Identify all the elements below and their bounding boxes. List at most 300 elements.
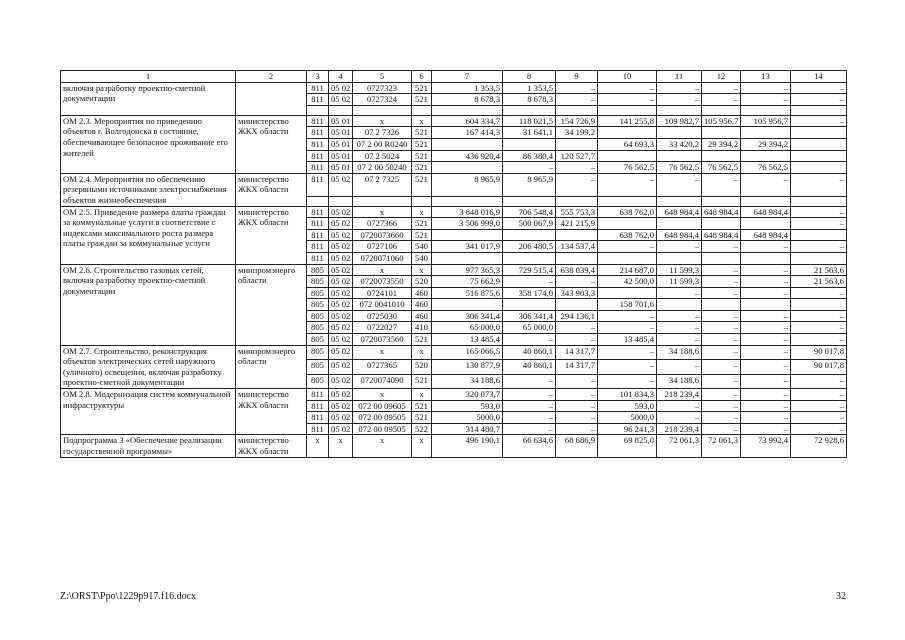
table-cell: –: [791, 322, 847, 334]
table-cell: [791, 150, 847, 162]
table-cell: –: [741, 360, 791, 374]
table-cell: 120 527,7: [556, 150, 598, 162]
table-cell: 0727366: [353, 218, 412, 230]
table-cell: [598, 252, 657, 264]
table-cell: –: [598, 310, 657, 322]
table-cell: [503, 252, 556, 264]
budget-table: [60, 70, 847, 458]
table-cell: 05 02: [329, 252, 353, 264]
table-cell: 521: [412, 150, 432, 162]
executor-name: минпромэнерго области: [236, 264, 307, 345]
table-cell: –: [791, 206, 847, 218]
table-cell: –: [702, 334, 741, 346]
table-cell: 05 02: [329, 229, 353, 241]
table-cell: –: [598, 173, 657, 196]
table-cell: 593,0: [432, 400, 503, 412]
table-cell: –: [556, 389, 598, 401]
table-cell: 5000,0: [432, 412, 503, 424]
empty-cell: [598, 196, 657, 206]
empty-cell: [353, 196, 412, 206]
table-cell: –: [702, 322, 741, 334]
column-header: 10: [598, 71, 657, 83]
table-cell: 805: [307, 299, 329, 311]
table-cell: [432, 138, 503, 150]
empty-cell: [329, 105, 353, 115]
table-cell: –: [791, 389, 847, 401]
table-cell: 86 380,4: [503, 150, 556, 162]
table-cell: –: [598, 241, 657, 253]
empty-cell: [503, 196, 556, 206]
table-cell: 306 341,4: [503, 310, 556, 322]
table-cell: –: [556, 173, 598, 196]
table-cell: 72 061,3: [702, 435, 741, 457]
table-cell: 13 485,4: [432, 334, 503, 346]
table-cell: [791, 229, 847, 241]
executor-name: минпромэнерго области: [236, 345, 307, 388]
table-cell: [702, 299, 741, 311]
table-cell: 0727323: [353, 82, 412, 94]
table-cell: –: [791, 334, 847, 346]
table-cell: [741, 252, 791, 264]
table-cell: –: [702, 241, 741, 253]
table-cell: –: [741, 412, 791, 424]
measure-description: Подпрограмма 3 «Обеспечение реализации государственной программы»: [61, 435, 236, 457]
table-cell: 811: [307, 138, 329, 150]
table-cell: х: [412, 435, 432, 457]
table-cell: 29 394,2: [702, 138, 741, 150]
table-cell: 0727324: [353, 94, 412, 106]
table-cell: 5000,0: [598, 412, 657, 424]
table-cell: 72 061,3: [657, 435, 702, 457]
table-cell: –: [791, 115, 847, 127]
table-cell: 05 02: [329, 412, 353, 424]
table-cell: 540: [412, 252, 432, 264]
table-cell: –: [503, 276, 556, 288]
table-cell: 64 693,3: [598, 138, 657, 150]
table-cell: 516 875,6: [432, 287, 503, 299]
table-cell: 154 726,9: [556, 115, 598, 127]
table-cell: –: [598, 94, 657, 106]
table-cell: –: [702, 400, 741, 412]
empty-cell: [791, 196, 847, 206]
empty-cell: [556, 196, 598, 206]
table-cell: 521: [412, 218, 432, 230]
table-cell: [598, 150, 657, 162]
table-cell: 521: [412, 334, 432, 346]
table-cell: х: [353, 264, 412, 276]
table-cell: 540: [412, 241, 432, 253]
table-cell: –: [791, 94, 847, 106]
table-cell: 604 334,7: [432, 115, 503, 127]
table-cell: 96 241,3: [598, 423, 657, 435]
table-cell: 05 02: [329, 218, 353, 230]
table-cell: 0720071060: [353, 252, 412, 264]
table-cell: [791, 252, 847, 264]
table-cell: 130 877,9: [432, 360, 503, 374]
table-cell: 521: [412, 173, 432, 196]
empty-cell: [432, 105, 503, 115]
table-cell: 40 860,1: [503, 360, 556, 374]
table-cell: 638 762,0: [598, 206, 657, 218]
table-cell: 76 562,5: [741, 162, 791, 174]
table-cell: 07 2 7325: [353, 173, 412, 196]
table-cell: 811: [307, 162, 329, 174]
table-cell: 0727365: [353, 360, 412, 374]
table-cell: 410: [412, 322, 432, 334]
column-header: 2: [236, 71, 307, 83]
table-cell: –: [657, 334, 702, 346]
measure-description: ОМ 2.5. Приведение размера платы граждан за коммунальные услуги в соответствие с индексами максимального роста размера платы граждан за коммунальные услуги: [61, 206, 236, 264]
table-cell: 05 02: [329, 374, 353, 388]
table-cell: –: [556, 374, 598, 388]
table-cell: [432, 299, 503, 311]
table-cell: 31 641,1: [503, 127, 556, 139]
table-cell: 320 073,7: [432, 389, 503, 401]
table-cell: –: [556, 334, 598, 346]
table-cell: 68 686,9: [556, 435, 598, 457]
table-cell: [702, 127, 741, 139]
table-cell: [657, 218, 702, 230]
table-cell: 134 537,4: [556, 241, 598, 253]
table-cell: –: [702, 276, 741, 288]
table-cell: [503, 229, 556, 241]
table-cell: 14 317,7: [556, 360, 598, 374]
table-cell: х: [412, 115, 432, 127]
empty-cell: [741, 196, 791, 206]
table-cell: –: [556, 82, 598, 94]
measure-description: ОМ 2.4. Мероприятия по обеспечению резервными источниками электроснабжения объектов жизнеобеспечения: [61, 173, 236, 206]
table-cell: 358 174,0: [503, 287, 556, 299]
table-cell: –: [791, 412, 847, 424]
table-cell: [556, 299, 598, 311]
table-cell: 521: [412, 127, 432, 139]
table-cell: 521: [412, 400, 432, 412]
executor-name: министерство ЖКХ области: [236, 173, 307, 206]
table-cell: [791, 162, 847, 174]
column-header: 7: [432, 71, 503, 83]
table-cell: 3 848 016,9: [432, 206, 503, 218]
table-cell: 072 0041010: [353, 299, 412, 311]
table-cell: 811: [307, 115, 329, 127]
executor-name: министерство ЖКХ области: [236, 389, 307, 435]
table-cell: 1 353,5: [432, 82, 503, 94]
table-cell: 811: [307, 173, 329, 196]
table-cell: х: [412, 345, 432, 359]
table-cell: –: [741, 94, 791, 106]
table-cell: 805: [307, 374, 329, 388]
table-cell: [556, 229, 598, 241]
empty-cell: [657, 196, 702, 206]
table-cell: [556, 252, 598, 264]
table-cell: 0727106: [353, 241, 412, 253]
table-body: [61, 82, 847, 457]
table-cell: –: [741, 400, 791, 412]
measure-description: ОМ 2.3. Мероприятия по приведению объектов г. Волгодонска в состояние, обеспечивающее безопасное проживание его жителей: [61, 115, 236, 173]
table-cell: –: [741, 345, 791, 359]
table-cell: 05 02: [329, 299, 353, 311]
table-cell: 593,0: [598, 400, 657, 412]
table-cell: 521: [412, 374, 432, 388]
table-cell: –: [556, 276, 598, 288]
table-cell: –: [791, 423, 847, 435]
table-cell: 706 548,4: [503, 206, 556, 218]
empty-cell: [412, 196, 432, 206]
table-cell: 76 562,5: [598, 162, 657, 174]
table-cell: –: [657, 310, 702, 322]
table-cell: 21 563,6: [791, 276, 847, 288]
table-cell: –: [556, 423, 598, 435]
empty-cell: [503, 105, 556, 115]
table-cell: 05 02: [329, 287, 353, 299]
table-cell: 118 021,5: [503, 115, 556, 127]
table-cell: [556, 138, 598, 150]
table-cell: 0725030: [353, 310, 412, 322]
table-cell: 07 2 00 R0240: [353, 138, 412, 150]
table-cell: –: [657, 360, 702, 374]
table-cell: 648 984,4: [657, 229, 702, 241]
table-cell: 496 190,1: [432, 435, 503, 457]
table-cell: –: [741, 322, 791, 334]
table-cell: 421 215,9: [556, 218, 598, 230]
table-cell: –: [702, 360, 741, 374]
empty-cell: [329, 196, 353, 206]
table-cell: 05 02: [329, 400, 353, 412]
table-cell: 555 753,3: [556, 206, 598, 218]
table-cell: –: [702, 389, 741, 401]
table-cell: 05 01: [329, 127, 353, 139]
table-row: [61, 173, 847, 196]
table-cell: х: [412, 206, 432, 218]
table-cell: [503, 299, 556, 311]
table-cell: –: [702, 94, 741, 106]
table-cell: [741, 299, 791, 311]
table-cell: –: [598, 374, 657, 388]
table-cell: 648 984,4: [741, 206, 791, 218]
table-cell: –: [741, 241, 791, 253]
table-cell: –: [741, 264, 791, 276]
table-cell: 805: [307, 345, 329, 359]
table-cell: 805: [307, 264, 329, 276]
table-cell: –: [503, 400, 556, 412]
table-cell: 05 02: [329, 94, 353, 106]
table-cell: –: [741, 82, 791, 94]
table-row: [61, 206, 847, 218]
table-cell: 520: [412, 360, 432, 374]
column-header: 1: [61, 71, 236, 83]
table-cell: 167 414,3: [432, 127, 503, 139]
table-cell: 072 00 09505: [353, 423, 412, 435]
table-cell: 805: [307, 322, 329, 334]
empty-cell: [353, 105, 412, 115]
table-cell: 05 02: [329, 241, 353, 253]
table-cell: 05 01: [329, 115, 353, 127]
table-cell: –: [702, 287, 741, 299]
table-cell: [657, 150, 702, 162]
table-cell: –: [741, 276, 791, 288]
measure-description: ОМ 2.7. Строительство, реконструкция объектов электрических сетей наружного (уличного) освещения, включая разработку проектно-сметной документации: [61, 345, 236, 388]
table-cell: –: [556, 94, 598, 106]
table-cell: 436 920,4: [432, 150, 503, 162]
table-cell: х: [307, 435, 329, 457]
table-cell: –: [657, 82, 702, 94]
measure-description: ОМ 2.8. Модернизация систем коммунальной инфраструктуры: [61, 389, 236, 435]
table-cell: 811: [307, 229, 329, 241]
table-cell: 8 678,3: [432, 94, 503, 106]
table-cell: х: [329, 435, 353, 457]
table-cell: –: [556, 412, 598, 424]
table-cell: –: [791, 374, 847, 388]
header-row: [61, 71, 847, 83]
table-cell: 811: [307, 400, 329, 412]
table-cell: 11 599,3: [657, 264, 702, 276]
table-cell: –: [503, 423, 556, 435]
table-cell: [791, 127, 847, 139]
column-header: 9: [556, 71, 598, 83]
table-cell: 0720074090: [353, 374, 412, 388]
table-cell: [702, 218, 741, 230]
measure-description: включая разработку проектно-сметной документации: [61, 82, 236, 115]
table-cell: 34 188,6: [657, 345, 702, 359]
column-header: 3: [307, 71, 329, 83]
table-cell: 805: [307, 310, 329, 322]
table-cell: 460: [412, 287, 432, 299]
table-cell: х: [353, 206, 412, 218]
table-cell: –: [657, 412, 702, 424]
table-cell: –: [791, 218, 847, 230]
column-header: 8: [503, 71, 556, 83]
table-cell: 8 678,3: [503, 94, 556, 106]
table-cell: 521: [412, 229, 432, 241]
table-cell: 05 02: [329, 334, 353, 346]
table-cell: 460: [412, 299, 432, 311]
table-cell: [432, 229, 503, 241]
table-cell: 521: [412, 162, 432, 174]
table-cell: 638 762,0: [598, 229, 657, 241]
table-cell: –: [741, 173, 791, 196]
table-cell: –: [702, 173, 741, 196]
table-cell: 314 480,7: [432, 423, 503, 435]
table-cell: 811: [307, 150, 329, 162]
table-cell: 072 00 09505: [353, 412, 412, 424]
executor-name: министерство ЖКХ области: [236, 435, 307, 457]
table-cell: х: [412, 264, 432, 276]
table-cell: [702, 150, 741, 162]
table-cell: 811: [307, 82, 329, 94]
table-cell: 811: [307, 241, 329, 253]
table-cell: 158 701,6: [598, 299, 657, 311]
column-header: 6: [412, 71, 432, 83]
table-cell: 105 956,7: [702, 115, 741, 127]
table-cell: [598, 218, 657, 230]
table-cell: 66 634,6: [503, 435, 556, 457]
table-cell: –: [702, 310, 741, 322]
table-cell: 40 860,1: [503, 345, 556, 359]
table-cell: 0720073560: [353, 334, 412, 346]
table-cell: –: [702, 412, 741, 424]
table-cell: 65 000,0: [432, 322, 503, 334]
empty-cell: [598, 105, 657, 115]
table-row: [61, 435, 847, 457]
table-cell: 521: [412, 138, 432, 150]
table-cell: –: [556, 322, 598, 334]
table-cell: 141 255,8: [598, 115, 657, 127]
table-cell: –: [702, 264, 741, 276]
table-cell: 0722027: [353, 322, 412, 334]
table-cell: –: [556, 400, 598, 412]
table-cell: 294 136,1: [556, 310, 598, 322]
table-cell: –: [657, 241, 702, 253]
table-row: [61, 264, 847, 276]
table-cell: –: [741, 287, 791, 299]
table-cell: 460: [412, 310, 432, 322]
column-header: 12: [702, 71, 741, 83]
empty-cell: [307, 196, 329, 206]
table-cell: [657, 299, 702, 311]
table-cell: 07 2 5024: [353, 150, 412, 162]
table-cell: 8 965,9: [503, 173, 556, 196]
table-cell: 42 500,0: [598, 276, 657, 288]
table-cell: 76 562,5: [657, 162, 702, 174]
table-cell: х: [353, 345, 412, 359]
empty-cell: [657, 105, 702, 115]
table-cell: 638 039,4: [556, 264, 598, 276]
table-cell: 165 066,5: [432, 345, 503, 359]
table-cell: –: [503, 389, 556, 401]
table-cell: х: [353, 435, 412, 457]
executor-name: [236, 82, 307, 115]
table-cell: [741, 218, 791, 230]
table-cell: 977 365,3: [432, 264, 503, 276]
table-cell: 805: [307, 287, 329, 299]
empty-cell: [432, 196, 503, 206]
table-cell: –: [702, 374, 741, 388]
empty-cell: [556, 105, 598, 115]
table-cell: 0724101: [353, 287, 412, 299]
table-cell: 11 599,3: [657, 276, 702, 288]
table-cell: –: [598, 82, 657, 94]
table-cell: –: [741, 310, 791, 322]
table-cell: 648 984,4: [702, 229, 741, 241]
table-row: [61, 115, 847, 127]
table-cell: 109 982,7: [657, 115, 702, 127]
table-cell: [791, 299, 847, 311]
table-cell: 1 353,5: [503, 82, 556, 94]
table-cell: 05 02: [329, 276, 353, 288]
table-cell: 101 834,3: [598, 389, 657, 401]
table-cell: 33 420,2: [657, 138, 702, 150]
table-row: [61, 389, 847, 401]
table-cell: [598, 287, 657, 299]
table-cell: 648 984,4: [741, 229, 791, 241]
table-cell: 3 506 999,0: [432, 218, 503, 230]
table-cell: 520: [412, 276, 432, 288]
table-cell: 76 562,5: [702, 162, 741, 174]
table-cell: 811: [307, 423, 329, 435]
table-cell: 811: [307, 412, 329, 424]
table-cell: –: [791, 400, 847, 412]
table-cell: 218 239,4: [657, 389, 702, 401]
empty-cell: [307, 105, 329, 115]
empty-cell: [741, 105, 791, 115]
table-cell: [741, 127, 791, 139]
table-cell: 521: [412, 412, 432, 424]
table-cell: –: [657, 322, 702, 334]
executor-name: министерство ЖКХ области: [236, 115, 307, 173]
table-cell: 90 017,8: [791, 345, 847, 359]
table-cell: –: [791, 173, 847, 196]
table-cell: [657, 252, 702, 264]
table-cell: 75 662,9: [432, 276, 503, 288]
